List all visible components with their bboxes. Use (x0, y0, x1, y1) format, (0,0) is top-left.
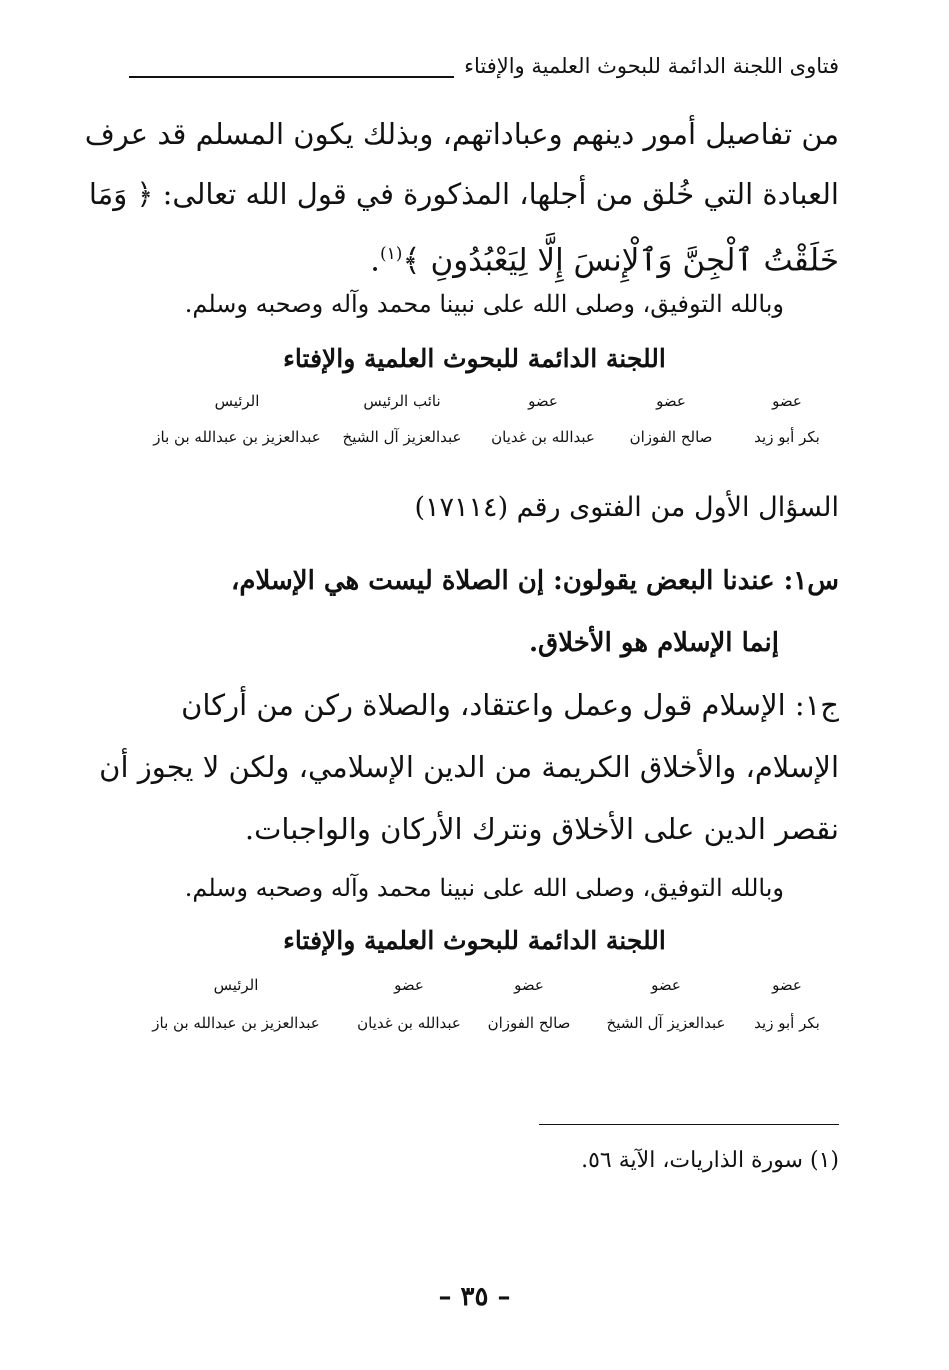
signatory-title: عضو (528, 392, 558, 410)
signatory-title: الرئيس (214, 392, 260, 410)
end-mark: . (370, 242, 380, 279)
body-line-1: من تفاصيل أمور دينهم وعباداتهم، وبذلك يكون المسلم قد عرف (84, 117, 839, 151)
answer-line-2: الإسلام، والأخلاق الكريمة من الدين الإسلامي، ولكن لا يجوز أن (99, 750, 839, 784)
body-line-2: العبادة التي خُلق من أجلها، المذكورة في قول الله تعالى: ﴿ وَمَا (88, 177, 839, 211)
quran-verse-line (370, 225, 839, 289)
page-number: – ٣٥ – (438, 1282, 511, 1312)
fatwa2-closing: وبالله التوفيق، وصلى الله على نبينا محمد وآله وصحبه وسلم. (184, 874, 784, 902)
fatwa1-closing: وبالله التوفيق، وصلى الله على نبينا محمد وآله وصحبه وسلم. (184, 290, 784, 318)
signatory-title: الرئيس (213, 976, 259, 994)
signatory-name: عبدالله بن غديان (357, 1014, 461, 1032)
signatory-name: صالح الفوزان (629, 428, 713, 446)
footnote-separator (539, 1124, 839, 1125)
fatwa1-committee-name: اللجنة الدائمة للبحوث العلمية والإفتاء (283, 344, 666, 373)
signatory-title: عضو (772, 392, 802, 410)
quran-verse: خَلَقْتُ ٱلْجِنَّ وَٱلْإِنسَ إِلَّا لِيَعْبُدُونِ ﴾ (402, 242, 839, 279)
signatory-title: عضو (651, 976, 681, 994)
signatory-title: نائب الرئيس (363, 392, 441, 410)
signatory-title: عضو (772, 976, 802, 994)
signatory-name: عبدالعزيز آل الشيخ (342, 428, 462, 446)
signatory-title: عضو (656, 392, 686, 410)
fatwa2-signatories (0, 976, 949, 1036)
running-header (129, 54, 839, 86)
signatory-name: عبدالعزيز آل الشيخ (606, 1014, 726, 1032)
header-title: فتاوى اللجنة الدائمة للبحوث العلمية والإفتاء (464, 54, 839, 78)
fatwa1-signatories (0, 392, 949, 452)
signatory-name: عبدالعزيز بن عبدالله بن باز (152, 1014, 320, 1032)
fatwa2-committee-name: اللجنة الدائمة للبحوث العلمية والإفتاء (283, 926, 666, 955)
question-line-2: إنما الإسلام هو الأخلاق. (528, 628, 779, 658)
answer-line-1: ج١: الإسلام قول وعمل واعتقاد، والصلاة ركن من أركان (181, 688, 839, 722)
fatwa-heading: السؤال الأول من الفتوى رقم (١٧١١٤) (414, 492, 839, 523)
signatory-name: عبدالعزيز بن عبدالله بن باز (153, 428, 321, 446)
signatory-name: بكر أبو زيد (754, 1014, 820, 1032)
signatory-name: عبدالله بن غديان (491, 428, 595, 446)
question-line-1: س١: عندنا البعض يقولون: إن الصلاة ليست هي الإسلام، (230, 566, 839, 596)
footnote: (١) سورة الذاريات، الآية ٥٦. (581, 1148, 839, 1173)
signatory-name: صالح الفوزان (487, 1014, 571, 1032)
signatory-name: بكر أبو زيد (754, 428, 820, 446)
header-rule (129, 76, 454, 78)
signatory-title: عضو (514, 976, 544, 994)
footnote-marker: (١) (380, 244, 403, 264)
signatory-title: عضو (394, 976, 424, 994)
answer-line-3: نقصر الدين على الأخلاق ونترك الأركان والواجبات. (244, 812, 839, 846)
